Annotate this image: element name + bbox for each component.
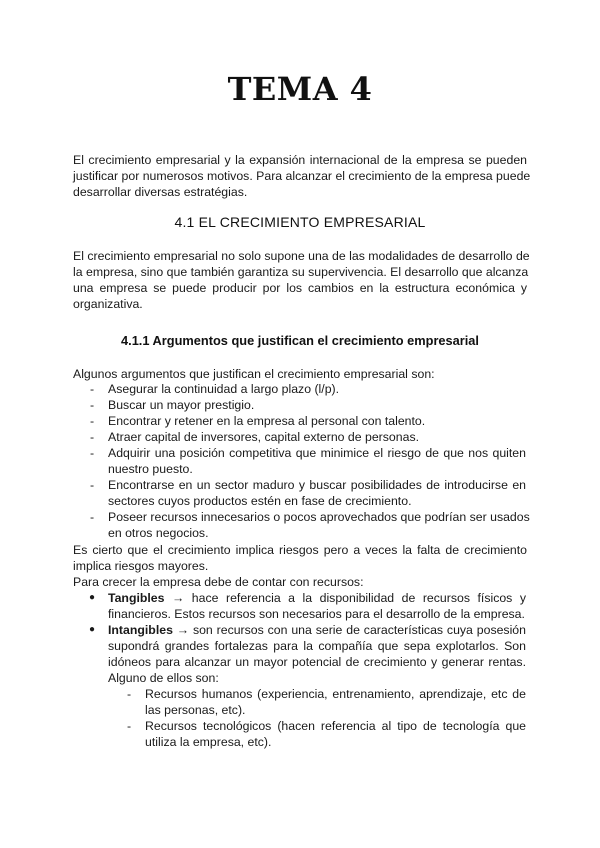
bullet-icon: ● [89, 624, 96, 635]
list-dash: - [90, 478, 95, 492]
term-description: → son recursos con una serie de características cuya posesión [172, 623, 526, 637]
intro-line: justificar por numerosos motivos. Para alcanzar el crecimiento de la empresa puede [73, 169, 531, 183]
term-intangibles: Intangibles [108, 623, 173, 637]
list-dash: - [90, 398, 95, 412]
term-description: → hace referencia a la disponibilidad de recursos físicos y [164, 591, 526, 605]
list-item [145, 686, 526, 718]
intro-line: desarrollar diversas estratégias. [73, 185, 248, 199]
list-dash: - [90, 382, 95, 396]
term-tangibles: Tangibles [108, 591, 165, 605]
list-item [108, 429, 526, 445]
list-item-intangibles [108, 622, 526, 686]
list-item-line: idóneos para alcanzar un mayor potencial de crecimiento y generar rentas. [108, 655, 526, 669]
list-item-line: Encontrarse en un sector maduro y buscar posibilidades de introducirse en [108, 478, 526, 492]
list-dash: - [127, 719, 132, 733]
section-line: una empresa se puede producir por los cambios en la estructura económica y [73, 281, 527, 295]
list-item-line: Buscar un mayor prestigio. [108, 398, 255, 412]
section-line: la empresa, sino que también garantiza su supervivencia. El desarrollo que alcanza [73, 265, 529, 279]
list-dash: - [127, 687, 132, 701]
list-item-line: Recursos humanos (experiencia, entrenamiento, aprendizaje, etc de [145, 687, 526, 701]
list-item-line [108, 622, 526, 638]
section-line: organizativa. [73, 297, 143, 311]
list-item-line: nuestro puesto. [108, 462, 193, 476]
list-item-line: Adquirir una posición competitiva que minimice el riesgo de que nos quiten [108, 446, 526, 460]
list-item-tangibles [108, 590, 526, 622]
page-title: TEMA 4 [227, 70, 373, 108]
section-paragraph [73, 248, 530, 312]
list-dash: - [90, 430, 95, 444]
subsection-heading: 4.1.1 Argumentos que justifican el crecimiento empresarial [121, 333, 479, 348]
list-item-line: financieros. Estos recursos son necesarios para el desarrollo de la empresa. [108, 607, 525, 621]
list-item-line: Encontrar y retener en la empresa al personal con talento. [108, 414, 426, 428]
resources-intro [73, 574, 527, 590]
list-item-line: supondrá grandes fortalezas para la compañía que sepa explotarlos. Son [108, 639, 526, 653]
list-dash: - [90, 446, 95, 460]
list-item-line: Recursos tecnológicos (hacen referencia al tipo de tecnología que [145, 719, 526, 733]
list-item [108, 413, 526, 429]
list-item-line: sectores cuyos productos estén en fase de crecimiento. [108, 494, 412, 508]
resources-intro-text: Para crecer la empresa debe de contar con recursos: [73, 575, 364, 589]
section-heading: 4.1 EL CRECIMIENTO EMPRESARIAL [174, 214, 426, 230]
list-item [108, 509, 530, 541]
bullet-icon: ● [89, 592, 96, 603]
section-line: El crecimiento empresarial no solo supone una de las modalidades de desarrollo de [73, 249, 530, 263]
list-item-line: utiliza la empresa, etc). [145, 735, 272, 749]
list-item [108, 397, 526, 413]
list-item-line [108, 590, 526, 606]
risk-line: Es cierto que el crecimiento implica riesgos pero a veces la falta de crecimiento [73, 543, 527, 557]
risk-line: implica riesgos mayores. [73, 559, 209, 573]
list-dash: - [90, 414, 95, 428]
list-dash: - [90, 510, 95, 524]
arguments-intro-text: Algunos argumentos que justifican el crecimiento empresarial son: [73, 367, 435, 381]
list-item-line: Poseer recursos innecesarios o pocos aprovechados que podrían ser usados [108, 510, 530, 524]
list-item-line: las personas, etc). [145, 703, 246, 717]
list-item-line: en otros negocios. [108, 526, 209, 540]
list-item [108, 445, 526, 477]
list-item [108, 477, 526, 509]
arguments-intro [73, 366, 527, 382]
intro-paragraph [73, 152, 531, 200]
list-item [145, 718, 526, 750]
list-item [108, 381, 526, 397]
list-item-line: Atraer capital de inversores, capital externo de personas. [108, 430, 420, 444]
list-item-line: Asegurar la continuidad a largo plazo (l/p). [108, 382, 340, 396]
risk-paragraph [73, 542, 527, 574]
intro-line: El crecimiento empresarial y la expansión internacional de la empresa se pueden [73, 153, 527, 167]
list-item-line: Alguno de ellos son: [108, 671, 219, 685]
